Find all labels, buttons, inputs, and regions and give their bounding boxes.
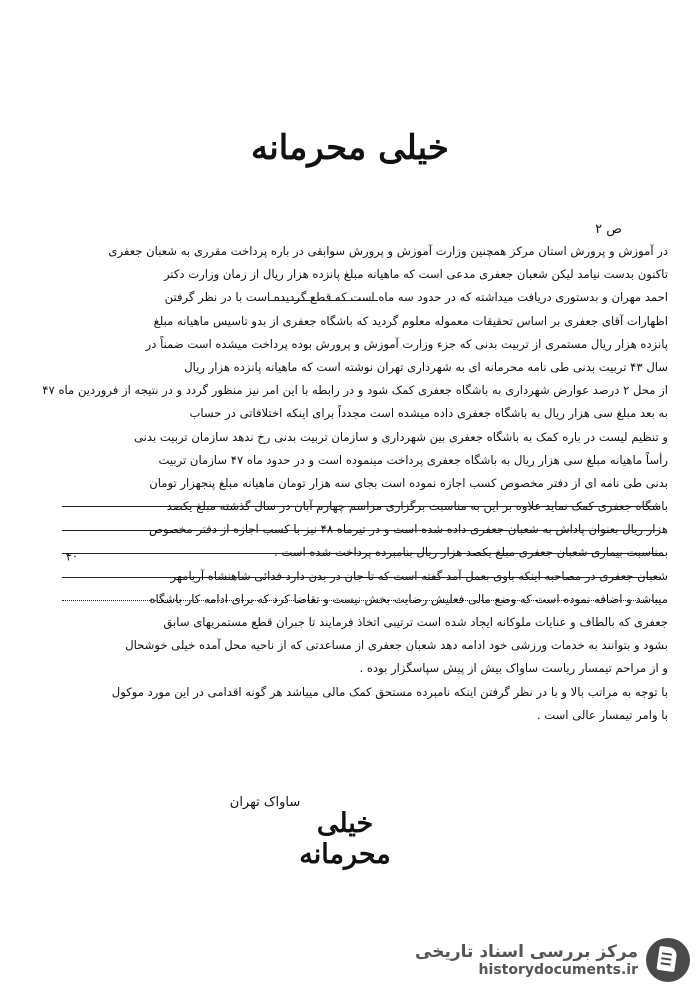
body-line: پانزده هزار ریال مستمری از تربیت بدنی که جزء وزارت آموزش و پرورش بوده پرداخت میشده است ضمناً در [145, 336, 668, 351]
body-line: به بعد مبلغ سی هزار ریال به باشگاه جعفری داده میشده است مجدداً برای اینکه اختلافاتی در حساب [189, 406, 668, 421]
watermark-url: historydocuments.ir [478, 962, 638, 978]
body-line: شعبان جعفری در مصاحبه اینکه باوی بعمل آمد گفته است که تا جان در بدن دارد فدائی شاهنشاه آریامهر [170, 568, 668, 583]
body-line: اظهارات آقای جعفری بر اساس تحقیقات معموله معلوم گردید که باشگاه جعفری از بدو تاسیس ماهیانه مبلغ [153, 313, 668, 328]
document-body [42, 240, 668, 727]
underline [62, 600, 660, 601]
organization-signature: ساواک تهران [229, 795, 301, 810]
underline [268, 300, 378, 301]
document-archive-icon [646, 938, 690, 982]
underline [62, 506, 660, 507]
body-line: جعفری که بالطاف و عنایات ملوکانه ایجاد شده است ترتیبی اتخاذ فرمایند تا جبران قطع مستمریهای سابق [163, 615, 668, 629]
body-line: بشود و بتوانند به خدمات ورزشی خود ادامه دهد شعبان جعفری از مساعدتی که از ناحیه محل آمده خیلی خوشحال [125, 638, 668, 653]
body-line: و از مراحم تیمسار ریاست ساواک بیش از پیش سپاسگزار بوده . [359, 661, 668, 676]
body-line: رأساً ماهیانه مبلغ سی هزار ریال به باشگاه جعفری پرداخت مینموده است و در حدود ماه ۴۷ سازمان تربیت [158, 452, 668, 467]
underline [62, 577, 660, 578]
body-line: باشگاه جعفری کمک نماید علاوه بر این به مناسبت برگزاری مراسم چهارم آبان در سال گذشته مبلغ یکصد [166, 499, 668, 514]
watermark-name: مرکز بررسی اسناد تاریخی [415, 942, 638, 962]
body-line: با توجه به مراتب بالا و با در نظر گرفتن اینکه نامبرده مستحق کمک مالی میباشد هر گونه اقدامی در این مورد موکول [111, 684, 668, 699]
body-line: احمد مهران و بدستوری دریافت میداشته که در حدود سه ماه است که قطع گردیده است با در نظر گرفتن [164, 290, 668, 305]
underline [62, 553, 660, 554]
classification-header: خیلی محرمانه [251, 128, 449, 168]
watermark [415, 938, 690, 982]
body-line: با وامر تیمسار عالی است . [536, 707, 668, 722]
body-line: در آموزش و پرورش استان مرکز همچنین وزارت آموزش و پرورش سوابقی در باره پرداخت مقرری به شعبان جعفری [108, 244, 668, 258]
body-line: میباشد و اضافه نموده است که وضع مالی فعلیش رضایت بخش نیست و تقاضا کرد که برای ادامه کار باشگاه [149, 591, 668, 606]
body-line: بمناسبت بیماری شعبان جعفری مبلغ یکصد هزار ریال بنامبرده پرداخت شده است . [273, 545, 668, 560]
body-line: هزار ریال بعنوان پاداش به شعبان جعفری داده شده است و در تیرماه ۴۸ نیز با کسب اجازه از دفتر مخصوص [148, 522, 668, 537]
body-line: سال ۴۳ تربیت بدنی طی نامه محرمانه ای به شهرداری تهران نوشته است که ماهیانه پانزده هزار ریال [184, 359, 668, 374]
footer-classification: خیلی محرمانه [299, 808, 391, 870]
margin-note: ۴۰ [65, 549, 79, 564]
underline [62, 530, 660, 531]
body-line: و تنظیم لیست در باره کمک به باشگاه جعفری بین شهرداری و سازمان تربیت بدنی رخ ندهد سازمان تربیت بدنی [134, 429, 668, 444]
page-number: ص ۲ [595, 222, 622, 237]
body-line: تاکنون بدست نیامد لیکن شعبان جعفری مدعی است که ماهیانه مبلغ پانزده هزار ریال از زمان وزارت دکتر [164, 267, 668, 282]
body-line: بدنی طی نامه ای از دفتر مخصوص کسب اجازه نموده است بجای سه هزار تومان ماهیانه مبلغ پنجهزار تومان [149, 475, 668, 490]
body-line: از محل ۲ درصد عوارض شهرداری به باشگاه جعفری کمک شود و در رابطه با این امر نیز منظور گردد و در نتیجه از فروردین ماه ۴۷ [42, 383, 668, 398]
watermark-text [415, 942, 638, 978]
